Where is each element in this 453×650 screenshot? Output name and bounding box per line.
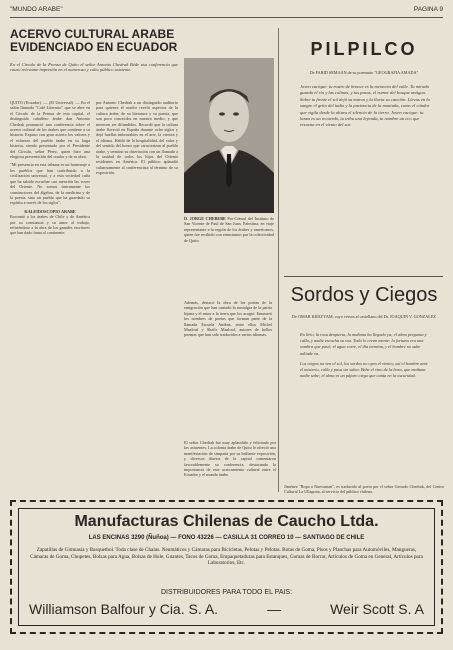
poem1-byline: De FARID SEMAAN de su poemario "GEOGRAFIA AMADA" bbox=[309, 70, 419, 75]
article-body-1: QUITO (Ecuador). — (El Universal). — En el salón llamado "Café Literario" que se abre en el Círculo de la Prensa de esta capital, el distinguido caballero árabe don Antonio Chedrak pronunció una conferencia sobre el acervo cultural de los árabes que contiene a su historia. Expuso con gran acierto los valores y el esfuerzo del pueblo árabe en su larga historia, siendo presentado por el Presidente del Círculo, señor Pérez, quien hizo una elogiosa presentación del orador y de su obra. bbox=[10, 100, 90, 160]
ad-distributor-2: Weir Scott S. A bbox=[330, 601, 424, 617]
article-continued-3: El señor Chedrak fue muy aplaudido y felicitado por los asistentes. La colonia árabe de Quito le ofreció una manifestación de simpatía por su brillante exposición, y diversos diarios de la capital comentaron favorablemente su conferencia, destacando la importancia de este acercamiento cultural entre el Ecuador y el mundo árabe. bbox=[184, 440, 276, 478]
poem-divider bbox=[284, 276, 443, 277]
article-headline bbox=[10, 28, 178, 64]
portrait-image bbox=[184, 58, 274, 213]
article-continued-1: Además, destacó la obra de los poetas de la emigración que han cantado la nostalgia de la patria lejana y el amor a la tierra que los acogió. Enumeró los nombres de poetas que forman parte de la llamada Escuela Andina, entre ellos Michel Maalouf y Shafic Maalouf, autores de bellos poemas que han sido traducidos a varios idiomas. bbox=[184, 300, 272, 338]
ad-company bbox=[19, 513, 434, 531]
poem1-text: Joven cacique: tu rostro de bronce es la memoria del valle. Tu mirada guarda el río y las colinas, y tus pasos, el rumor del bosque antiguo. Sobre tu frente el sol dejó su marca y la lluvia su canción. Llevas en la sangre el grito del indio y la paciencia de la montaña, como el cóndor que vigila desde la altura el silencio de la tierra. Joven cacique: tu lanza es un recuerdo, tu tribu una leyenda, tu nombre un eco que resuena en el viento del sur. bbox=[300, 84, 430, 128]
poem2-text bbox=[300, 332, 430, 482]
photo-caption-text: Pro-Cónsul del Instituto de San Vicente de Paul de San Juan, Palestina, en viaje representante a la región de los árabes y americanos, quien fue recibido con entusiasmo por la colectividad de Quito. bbox=[184, 216, 274, 243]
poem2-part-2: Los ciegos no ven el sol, los sordos no oyen el viento; así el hombre ante el misterio, calla y pasa sin saber. Bebe el vino de la hora, que mañana nadie sabe; el alma es un pájaro ciego que canta en la oscuridad. bbox=[300, 360, 428, 379]
photo-caption-name: D. JORGE CHEBEBE bbox=[184, 216, 226, 221]
ad-address: LAS ENCINAS 3290 (Ñuñoa) — FONO 43226 — CASILLA 31 CORREO 10 — SANTIAGO DE CHILE bbox=[88, 535, 365, 541]
poem2-title-text: Sordos y Ciegos bbox=[290, 284, 438, 306]
poem2-title bbox=[284, 284, 444, 308]
photo-caption bbox=[184, 216, 274, 276]
headline-line1: ACERVO CULTURAL ARABE bbox=[10, 28, 175, 41]
article-body-2: "Mi presencia en esta tribuna es un homenaje a los pueblos que han contribuido a la civilización universal, y a esta sociedad culta que ha sabido escuchar con atención las voces del Oriente. No somos únicamente los constructores del álgebra, de la medicina y de la poesía, sino un pueblo que ha guardado su espíritu a través de los siglos". bbox=[10, 162, 90, 206]
ad-distributor-1: Williamson Balfour y Cia. S. A. bbox=[29, 601, 219, 617]
ad-products: Zapatillas de Gimnasia y Basquetbol. Toda clase de Chalas. Neumáticos y Cámaras para Bicicletas, Pelotas y Pelotas. Botas de Goma, Pisos y Planchas para Automóviles, Mangueras, Cámaras de Goma, Chupetes, Bolsas para Agua, Bolsas de Hule, Guantes, Tacos de Goma, Empaquetaduras para Estanques, Gomas de Borrar, Artículos de Goma en General, Artículos para Laboratorios, Etc. bbox=[30, 547, 423, 567]
article-subhead: KALEIDOSCOPIO ARABE bbox=[24, 208, 76, 214]
article-column-1 bbox=[10, 100, 90, 496]
poem1-title-text: PILPILCO bbox=[310, 40, 418, 58]
header-publication: "MUNDO ARABE" bbox=[10, 6, 63, 13]
poem2-part-1: En lírio, la rosa despierta, la mañana ha llegado ya; el alma pregunta y calla, y nadie escucha su voz. Todo lo crean mente: la fortuna era una sombra que pasó; el agua corre, el día termina, y el hombre no sabe adónde va. bbox=[300, 332, 427, 356]
article-body-3: Encomió a los árabes de Chile y de América por su constancia y su amor al trabajo, refiriéndose a la obra de los grandes escritores que han dado fama al continente. bbox=[10, 214, 90, 236]
page-header bbox=[10, 6, 443, 16]
ad-distributor-separator: — bbox=[267, 601, 282, 617]
article-body-4: por Antonio Chedrak a un distinguido auditorio para quienes el orador reveló aspectos de la cultura árabe, de su literatura y su poesía, que son poco conocidos en nuestro medio, y que merecen ser difundidos. Recordó que la cultura árabe floreció en España durante ocho siglos y dejó huellas imborrables en el arte, la ciencia y el idioma. Habló de la hospitalidad, del valor y del sentido del honor que caracterizan al pueblo árabe, y terminó su disertación con un llamado a la unidad de todos los hijos del Oriente residentes en América. El público aplaudió calurosamente al conferencista al término de su exposición. bbox=[96, 100, 178, 176]
ad-distributors bbox=[29, 601, 424, 617]
article-continued-2: Jiménez "Ropa a Nuevaman", es traducido al poeta por el señor Gerardo Chedrak, del Centro Cultural La Ullapona, al servicio del público chileno. bbox=[284, 484, 444, 495]
advertisement-inner-frame bbox=[18, 508, 435, 626]
poem1-title bbox=[284, 40, 444, 58]
headline-line2: EVIDENCIADO EN ECUADOR bbox=[10, 40, 178, 54]
article-lead: En el Círculo de la Prensa de Quito el señor Antonio Chedrak Béde usa conferencia que causó relevante impresión en el numeroso y culto público asistente. bbox=[10, 62, 178, 73]
poem2-byline: De OMAR KHAYYAM, cuyo versos al castellano del Dr. JOAQUIN V. GONZALEZ bbox=[292, 314, 436, 319]
advertisement bbox=[10, 500, 443, 634]
header-page-number: PAGINA 9 bbox=[413, 6, 443, 13]
column-divider bbox=[278, 28, 279, 492]
header-rule bbox=[10, 17, 443, 18]
portrait-photo bbox=[184, 58, 274, 213]
ad-distributors-label: DISTRIBUIDORES PARA TODO EL PAIS: bbox=[160, 589, 293, 596]
ad-company-name: Manufacturas Chilenas de Caucho Ltda. bbox=[74, 513, 379, 530]
